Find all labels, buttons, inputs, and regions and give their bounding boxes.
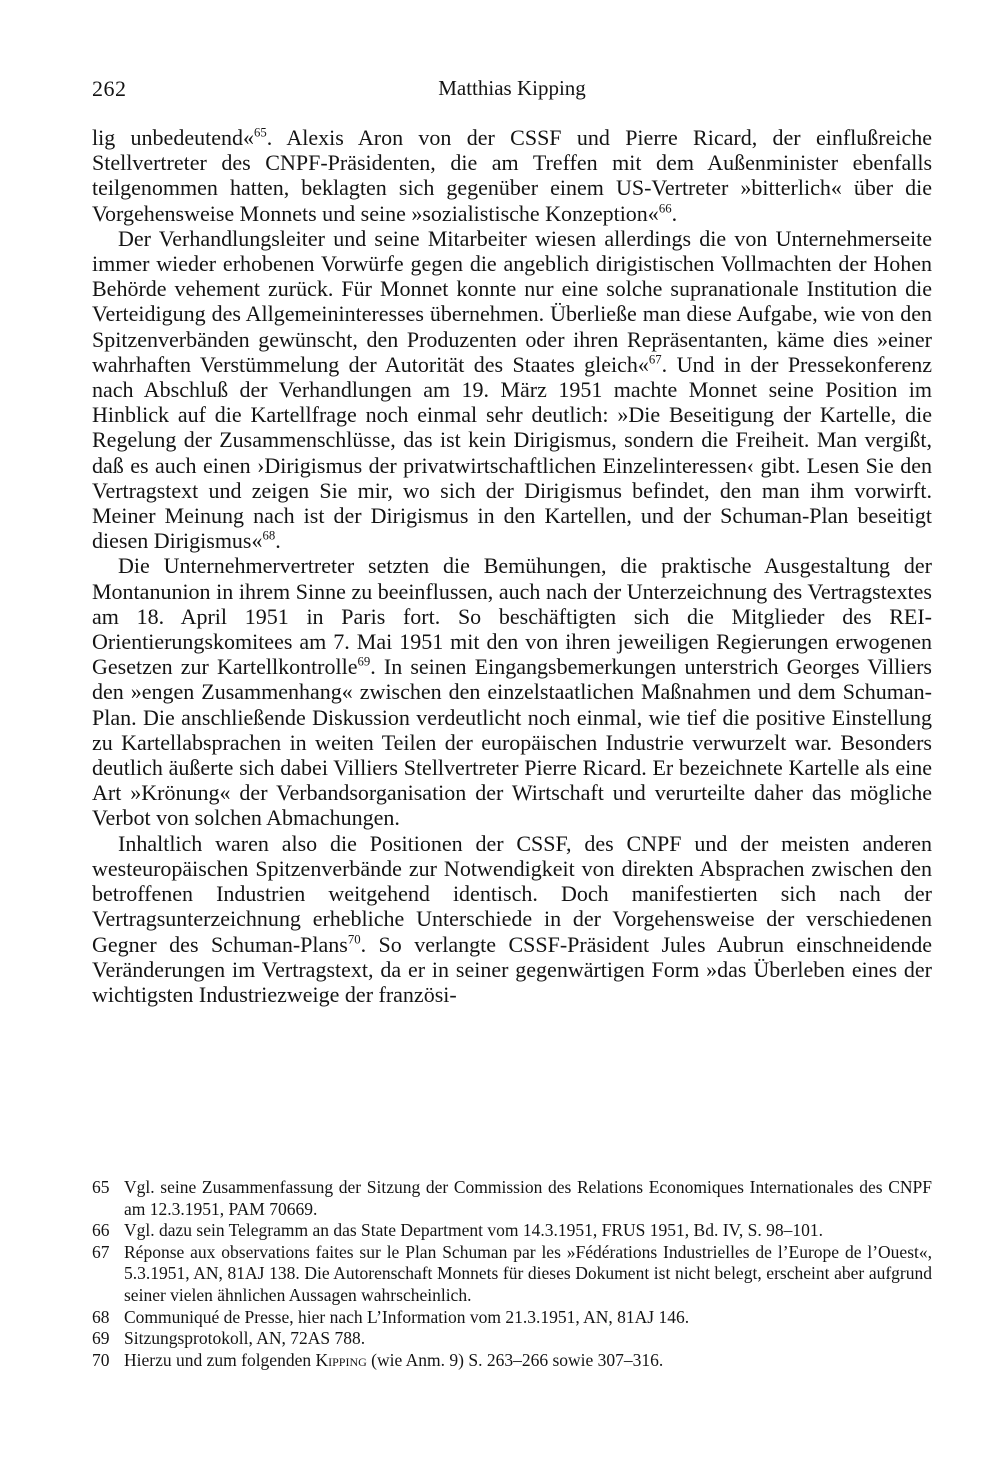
text-run: . So verlangte CSSF-Präsident Jules Aubrun einschneidende Veränderungen im Vertragstext, da er in seiner gegenwärtigen Form »das Überleben eines der wichtigsten Industriezweige der französi- <box>92 931 932 1007</box>
footnote <box>92 1307 932 1329</box>
text-run: . Alexis Aron von der CSSF und Pierre Ricard, der einflußreiche Stellvertreter des CNPF-Präsidenten, die am Treffen mit dem Außenminister ebenfalls teilgenommen hatten, beklagten sich gegenüber einem US-Vertreter »bitterlich« über die Vorgehensweise Monnets und seine »sozialistische Konzeption« <box>92 125 932 226</box>
body-paragraph <box>92 831 932 1007</box>
footnote-ref: 70 <box>347 932 361 947</box>
body-paragraph <box>92 553 932 830</box>
footnotes <box>92 1177 932 1371</box>
text-run: . <box>275 528 281 554</box>
text-run: Inhaltlich waren also die Positionen der CSSF, des CNPF und der meisten anderen westeuropäischen Spitzenverbände zur Notwendigkeit von direkten Absprachen zwischen den betroffenen Industrien weitgehend identisch. Doch manifestierten sich nach der Vertragsunterzeichnung erhebliche Unterschiede in der Vorgehensweise der verschiedenen Gegner des Schuman-Plans <box>92 830 932 957</box>
footnote <box>92 1177 932 1220</box>
text-run: Communiqué de Presse, hier nach L’Information vom 21.3.1951, AN, 81AJ 146. <box>124 1306 690 1327</box>
text-run: . In seinen Eingangsbemerkungen unterstrich Georges Villiers den »engen Zusammenhang« zwischen den einzelstaatlichen Maßnahmen und dem Schuman-Plan. Die anschließende Diskussion verdeutlicht noch einmal, wie tief die positive Einstellung zu Kartellabsprachen in weiten Teilen der europäischen Industrie verwurzelt war. Besonders deutlich äußerte sich dabei Villiers Stellvertreter Pierre Ricard. Er bezeichnete Kartelle als eine Art »Krönung« der Verbandsorganisation der Wirtschaft und verurteilte daher das mögliche Verbot von solchen Abmachungen. <box>92 654 932 831</box>
footnote-number: 69 <box>92 1328 110 1349</box>
text-run: . Und in der Pressekonferenz nach Abschluß der Verhandlungen am 19. März 1951 machte Monnet seine Position im Hinblick auf die Kartellfrage noch einmal sehr deutlich: »Die Beseitigung der Kartelle, die Regelung der Zusammenschlüsse, das ist kein Dirigismus, sondern die Freiheit. Man vergißt, daß es auch einen ›Dirigismus der privatwirtschaftlichen Einzelinteressen‹ gibt. Lesen Sie den Vertragstext und zeigen Sie mir, wo sich der Dirigismus befindet, den man ihm vorwirft. Meiner Meinung nach ist der Dirigismus in den Kartellen, und der Schuman-Plan beseitigt diesen Dirigismus« <box>92 351 932 554</box>
footnote-number: 65 <box>92 1177 110 1197</box>
text-run: Réponse aux observations faites sur le Plan Schuman par les »Fédérations Industrielles de l’Europe de l’Ouest«, 5.3.1951, AN, 81AJ 138. Die Autorenschaft Monnets für dieses Dokument ist nicht belegt, erscheint aber aufgrund seiner vielen ähnlichen Aussagen wahrscheinlich. <box>124 1241 932 1305</box>
footnote-number: 68 <box>92 1306 110 1327</box>
text-run: (wie Anm. 9) S. 263–266 sowie 307–316. <box>366 1349 664 1370</box>
body-paragraph <box>92 226 932 554</box>
page-number: 262 <box>92 76 127 101</box>
footnote-ref: 68 <box>262 528 276 543</box>
author-name-small-caps: Kipping <box>315 1349 367 1370</box>
page-header <box>92 76 932 110</box>
footnote-number: 70 <box>92 1349 110 1370</box>
body-text <box>92 125 932 1007</box>
footnote <box>92 1350 932 1372</box>
footnote-number: 66 <box>92 1220 110 1241</box>
footnote <box>92 1242 932 1307</box>
footnote <box>92 1328 932 1350</box>
footnote <box>92 1220 932 1242</box>
text-run: . <box>671 200 678 226</box>
footnote-ref: 67 <box>648 352 662 367</box>
text-run: Die Unternehmervertreter setzten die Bemühungen, die praktische Ausgestaltung der Montanunion in ihrem Sinne zu beeinflussen, auch nach der Unterzeichnung des Vertragstextes am 18. April 1951 in Paris fort. So beschäftigten sich die Mitglieder des REI-Orientierungskomitees am 7. Mai 1951 mit den von ihren jeweiligen Regierungen erwogenen Gesetzen zur Kartellkontrolle <box>92 553 932 680</box>
running-head: Matthias Kipping <box>438 76 586 100</box>
text-run: Vgl. seine Zusammenfassung der Sitzung der Commission des Relations Economiques Internationales des CNPF am 12.3.1951, PAM 70669. <box>124 1177 932 1219</box>
text-run: Hierzu und zum folgenden <box>124 1349 316 1370</box>
footnote-ref: 65 <box>253 125 267 140</box>
text-run: lig unbedeutend« <box>92 125 254 150</box>
footnote-ref: 66 <box>658 201 672 216</box>
text-run: Der Verhandlungsleiter und seine Mitarbeiter wiesen allerdings die von Unternehmerseite immer wieder erhobenen Vorwürfe gegen die angeblich dirigistischen Vollmachten der Hohen Behörde vehement zurück. Für Monnet konnte nur eine solche supranationale Institution die Verteidigung des Allgemeininteresses übernehmen. Überließe man diese Aufgabe, wie von den Spitzenverbänden gewünscht, den Produzenten oder ihren Repräsentanten, käme dies »einer wahrhaften Verstümmelung der Autorität des Staates gleich« <box>92 225 932 377</box>
footnote-ref: 69 <box>357 654 371 669</box>
footnote-number: 67 <box>92 1241 110 1262</box>
text-run: Vgl. dazu sein Telegramm an das State Department vom 14.3.1951, FRUS 1951, Bd. IV, S. 98–101. <box>124 1220 824 1241</box>
text-run: Sitzungsprotokoll, AN, 72AS 788. <box>124 1328 366 1349</box>
body-paragraph <box>92 125 932 226</box>
